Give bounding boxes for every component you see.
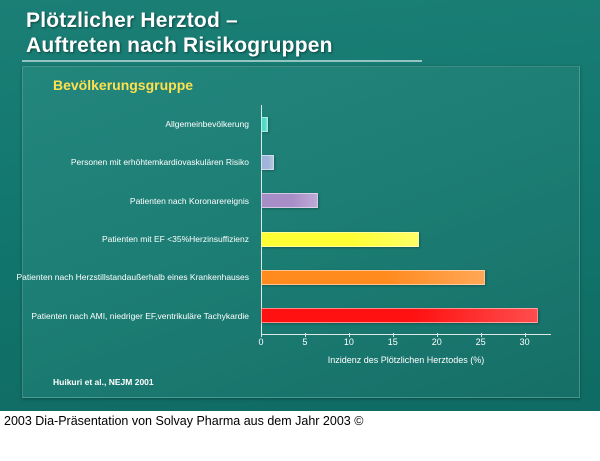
category-label xyxy=(23,220,255,258)
x-tick-label: 5 xyxy=(302,337,308,347)
category-label-text-4a: Patienten nach Herzstillstand xyxy=(16,272,127,283)
plot-area xyxy=(261,105,551,335)
bar xyxy=(261,193,318,208)
x-tick-label: 10 xyxy=(343,337,354,347)
bar-row xyxy=(261,297,551,335)
category-labels xyxy=(16,105,255,335)
bar-row xyxy=(261,105,551,143)
title-line-1: Plötzlicher Herztod – xyxy=(26,9,238,32)
x-tick-label: 15 xyxy=(387,337,398,347)
bar-row xyxy=(261,258,551,296)
bar xyxy=(261,308,538,323)
category-label-text-5a: Patienten nach AMI, niedriger EF, xyxy=(31,310,158,321)
category-label-text-1a: Personen mit erhöhtem xyxy=(70,157,160,168)
category-label-text-1b: kardiovaskulären Risiko xyxy=(159,157,249,168)
category-label xyxy=(23,143,255,181)
category-label-text-3b: Herzinsuffizienz xyxy=(189,233,249,244)
bar-series xyxy=(261,105,551,335)
category-label xyxy=(23,182,255,220)
page-title xyxy=(26,8,576,58)
bar-row xyxy=(261,220,551,258)
category-label xyxy=(23,297,255,335)
slide-caption: 2003 Dia-Präsentation von Solvay Pharma aus dem Jahr 2003 © xyxy=(4,414,364,428)
x-tick-label: 20 xyxy=(431,337,442,347)
bar xyxy=(261,232,419,247)
bar xyxy=(261,117,268,132)
x-tick-label: 30 xyxy=(519,337,530,347)
chart-panel xyxy=(16,66,580,398)
category-label xyxy=(16,258,255,296)
x-axis-label: Inzidenz des Plötzlichen Herztodes (%) xyxy=(327,355,485,365)
category-label-text-5b: ventrikuläre Tachykardie xyxy=(157,310,249,321)
bar xyxy=(261,155,274,170)
title-divider xyxy=(22,60,422,62)
title-line-2: Auftreten nach Risikogruppen xyxy=(26,34,333,57)
chart-heading: Bevölkerungsgruppe xyxy=(53,77,194,93)
category-label xyxy=(23,105,255,143)
bar-row xyxy=(261,182,551,220)
category-label-text-3a: Patienten mit EF <35% xyxy=(101,233,190,244)
category-label-text-2: Patienten nach Koronarereignis xyxy=(129,195,249,206)
category-label-text-4b: außerhalb eines Krankenhauses xyxy=(126,272,249,283)
x-tick-labels xyxy=(258,337,551,351)
x-tick-label: 0 xyxy=(258,337,264,347)
x-tick-label: 25 xyxy=(475,337,486,347)
citation: Huikuri et al., NEJM 2001 xyxy=(53,377,154,387)
bar-row xyxy=(261,143,551,181)
category-label-text-0: Allgemeinbevölkerung xyxy=(165,118,249,129)
bar xyxy=(261,270,485,285)
